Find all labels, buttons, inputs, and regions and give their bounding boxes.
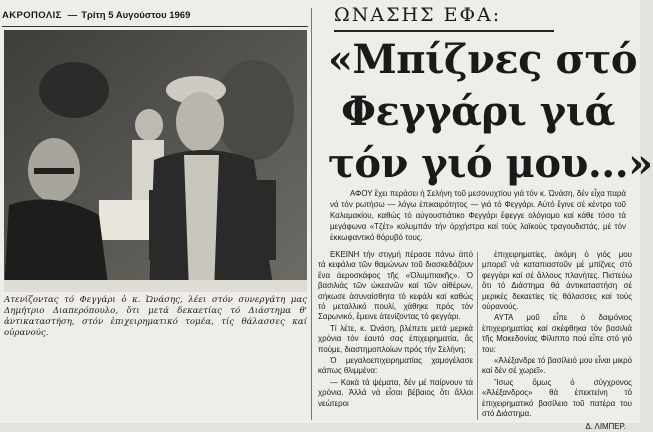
masthead-separator: — bbox=[67, 10, 78, 21]
body-paragraph: ἐπιχειρηματίες, ἀκόμη ὁ γιός μου μπορεῖ νά καταπιαστοῦν μέ μπίζνες στό φεγγάρι καί σέ ἄλλους πλανήτες. Πιστεύω ὅτι τό Διάστημα θά ἀντικαταστήση σέ μερικές δεκαετίες τίς θάλασσες καί τούς οὐρανούς. bbox=[482, 250, 632, 312]
photo-caption-text: Ατενίζοντας τό Φεγγάρι ὁ κ. Ὠνάσης, λέει στόν συνεργάτη μας Δημήτριο Διαπερόπουλο, ὅτι μετά δεκαετίας τό Διάστημα θ' ἀντικαταστήση, στόν ἐπιχειρηματικό τομέα, τίς θάλασσες καί οὐρανούς. bbox=[4, 295, 307, 338]
body-paragraph: — Κακά τά ψέματα, δέν μέ παίρνουν τά χρόνια. Ἀλλά νά εἶσαι βέβαιος ὅτι ἄλλοι νεώτεροι bbox=[318, 377, 473, 408]
newspaper-name: ΑΚΡΟΠΟΛΙΣ bbox=[2, 10, 62, 21]
body-paragraph: Τί λέτε, κ. Ὠνάση, βλέπετε μετά μερικά χρόνια τόν ἑαυτό σας ἐπιχειρηματία, ἅς πούμε, διαστημοπλοίων πρός τήν Σελήνη; bbox=[318, 323, 473, 354]
body-paragraph: «Ἀλέξανδρε τό βασίλειό μου εἶναι μικρό καί δέν σέ χωρεῖ». bbox=[482, 356, 632, 376]
body-paragraph: ΑΥΤΑ μοῦ εἶπε ὁ δαιμόνιος ἐπιχειρηματίας καί σκέφθηκα τόν βασιλιά τῆς Μακεδονίας Φίλιππο πού εἶπε στό γιό του: bbox=[482, 313, 632, 354]
photo-illustration bbox=[4, 30, 307, 292]
author-signature: Δ. ΛΙΜΠΕΡ. bbox=[585, 421, 626, 431]
headline-line: τόν γιό μου...» bbox=[328, 140, 653, 187]
masthead bbox=[2, 10, 308, 27]
body-paragraph: Ὁ μεγαλοεπιχειρηματίας χαμογέλασε κάπως θλιμμένα: bbox=[318, 356, 473, 376]
body-paragraph: Ἴσως ὅμως ὁ σύγχρονος «Ἀλέξανδρος» θά ἐπεκτείνη τό ἐπιχειρηματικό βασίλειο τοῦ πατέρα του στό Διάστημα. bbox=[482, 377, 632, 419]
body-paragraph: ΕΚΕΙΝΗ τήν στιγμή πέρασε πάνω ἀπό τά κεφάλια τῶν θαμώνων τοῦ διασκεδάζουν ἕνα ἀεροσκάφος τῆς «Ὀλυμπιακῆς». Ὁ βασιλιάς τῶν ὠκεανῶν καί τῶν αἰθέρων, σήκωσε ἀσυναίσθητα τό κεφάλι καί καθώς τό μεταλλικό πουλί, χάθηκε πρός τόν Σαρωνικό, ἔμεινε ἀτενίζοντας τό φεγγάρι. bbox=[318, 250, 473, 322]
column-divider bbox=[477, 252, 478, 420]
headline-line: «Μπίζνες στό bbox=[328, 36, 638, 83]
issue-date: Τρίτη 5 Αυγούστου 1969 bbox=[81, 10, 191, 21]
column-divider bbox=[311, 8, 312, 420]
article-kicker: ΩΝΑΣΗΣ ΕΦΑ: bbox=[334, 4, 554, 32]
article-headline bbox=[328, 34, 653, 187]
headline-line: Φεγγάρι γιά bbox=[341, 88, 615, 135]
article-intro bbox=[330, 188, 626, 248]
intro-paragraph: ΑΦΟΥ ἔχει περάσει ἡ Σελήνη τοῦ μεσονυχτίου γιά τόν κ. Ὠνάση, δέν εἶχα παρά νά τόν ρωτήσω — λόγω ἐπικαιρότητος — γιά τό Φεγγάρι. Αὐτό ἔγινε σέ κέντρο τοῦ Καλαμακίου, καθώς τό αὐγουστιάτικο Φεγγάρι ἔφεγγε ολόγιομο καί κάθε τόσο τά μεγάφωνα «Τζέτ» κολυμπάν τήν ὀρχήστρα καί τούς λαϊκούς τραγουδιστάς, μέ τόν ἐκκωφαντικό θόρυβό τους. bbox=[330, 189, 626, 242]
article-column-right bbox=[482, 250, 632, 431]
news-photo bbox=[4, 30, 307, 292]
photo-caption bbox=[4, 295, 307, 338]
article-column-left bbox=[318, 250, 473, 420]
